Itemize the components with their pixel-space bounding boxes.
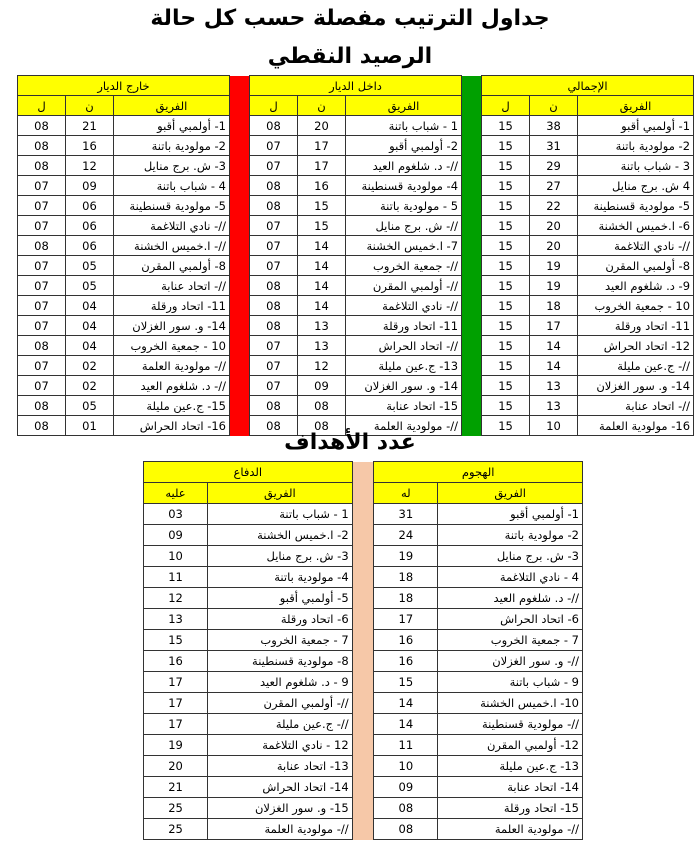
attack-team-cell: //- و. سور الغزلان	[438, 651, 583, 672]
home-team-cell: 7- ا.خميس الخشنة	[346, 236, 462, 256]
defense-goals-cell: 25	[144, 819, 208, 840]
defense-goals-cell: 12	[144, 588, 208, 609]
table-row	[18, 396, 694, 416]
table-row	[18, 236, 694, 256]
points-section-title: الرصيد النقطي	[267, 44, 433, 69]
overall-played-cell: 15	[482, 176, 530, 196]
away-col-team: الفريق	[114, 96, 230, 116]
defense-col-val: عليه	[144, 483, 208, 504]
home-team-cell: 5 - مولودية باتنة	[346, 196, 462, 216]
defense-team-cell: 8- مولودية قسنطينة	[208, 651, 353, 672]
overall-played-cell: 15	[482, 376, 530, 396]
away-played-cell: 07	[18, 256, 66, 276]
home-played-cell: 08	[250, 316, 298, 336]
overall-points-cell: 19	[530, 256, 578, 276]
attack-goals-cell: 09	[374, 777, 438, 798]
overall-team-cell: 10 - جمعية الخروب	[578, 296, 694, 316]
defense-goals-cell: 15	[144, 630, 208, 651]
home-played-cell: 07	[250, 336, 298, 356]
defense-header: الدفاع	[144, 462, 353, 483]
overall-points-cell: 31	[530, 136, 578, 156]
attack-goals-cell: 16	[374, 630, 438, 651]
home-team-cell: 2- أولمبي أقبو	[346, 136, 462, 156]
defense-team-cell: 13- اتحاد عنابة	[208, 756, 353, 777]
overall-played-cell: 15	[482, 416, 530, 436]
table-row	[18, 356, 694, 376]
home-played-cell: 08	[250, 196, 298, 216]
attack-goals-cell: 15	[374, 672, 438, 693]
overall-points-cell: 27	[530, 176, 578, 196]
away-played-cell: 07	[18, 276, 66, 296]
away-team-cell: 1- أولمبي أقبو	[114, 116, 230, 136]
defense-goals-cell: 25	[144, 798, 208, 819]
overall-points-cell: 13	[530, 396, 578, 416]
away-points-cell: 16	[66, 136, 114, 156]
home-points-cell: 12	[298, 356, 346, 376]
attack-goals-cell: 18	[374, 588, 438, 609]
table-row	[18, 116, 694, 136]
away-team-cell: 16- اتحاد الحراش	[114, 416, 230, 436]
attack-goals-cell: 08	[374, 819, 438, 840]
goals-section-title: عدد الأهداف	[284, 430, 416, 455]
away-team-cell: 8- أولمبي المقرن	[114, 256, 230, 276]
attack-team-cell: 15- اتحاد ورقلة	[438, 798, 583, 819]
defense-team-cell: //- أولمبي المقرن	[208, 693, 353, 714]
overall-team-cell: 12- اتحاد الحراش	[578, 336, 694, 356]
away-team-cell: 4 - شباب باتنة	[114, 176, 230, 196]
table-row	[18, 176, 694, 196]
away-points-cell: 09	[66, 176, 114, 196]
defense-goals-cell: 20	[144, 756, 208, 777]
defense-team-cell: 5- أولمبي أقبو	[208, 588, 353, 609]
away-played-cell: 08	[18, 236, 66, 256]
home-played-cell: 08	[250, 296, 298, 316]
table-row	[18, 276, 694, 296]
home-played-cell: 08	[250, 276, 298, 296]
overall-points-cell: 18	[530, 296, 578, 316]
away-team-cell: 14- و. سور الغزلان	[114, 316, 230, 336]
away-team-cell: //- د. شلغوم العيد	[114, 376, 230, 396]
defense-goals-cell: 16	[144, 651, 208, 672]
table-row	[18, 136, 694, 156]
table-row	[18, 316, 694, 336]
away-points-cell: 02	[66, 376, 114, 396]
attack-team-cell: //- د. شلغوم العيد	[438, 588, 583, 609]
overall-played-cell: 15	[482, 356, 530, 376]
home-played-cell: 07	[250, 356, 298, 376]
attack-goals-cell: 16	[374, 651, 438, 672]
home-team-cell: //- ش. برج منايل	[346, 216, 462, 236]
overall-header: الإجمالي	[482, 76, 694, 96]
home-team-cell: 4- مولودية قسنطينة	[346, 176, 462, 196]
home-points-cell: 20	[298, 116, 346, 136]
away-played-cell: 08	[18, 116, 66, 136]
overall-points-cell: 19	[530, 276, 578, 296]
home-points-cell: 16	[298, 176, 346, 196]
overall-played-cell: 15	[482, 316, 530, 336]
attack-team-cell: 7 - جمعية الخروب	[438, 630, 583, 651]
attack-team-cell: 4 - نادي التلاغمة	[438, 567, 583, 588]
defense-goals-cell: 03	[144, 504, 208, 525]
attack-team-cell: 12- أولمبي المقرن	[438, 735, 583, 756]
attack-team-cell: 14- اتحاد عنابة	[438, 777, 583, 798]
home-team-cell: 14- و. سور الغزلان	[346, 376, 462, 396]
overall-points-cell: 10	[530, 416, 578, 436]
attack-goals-cell: 24	[374, 525, 438, 546]
defense-goals-cell: 11	[144, 567, 208, 588]
home-played-cell: 08	[250, 176, 298, 196]
defense-team-cell: 14- اتحاد الحراش	[208, 777, 353, 798]
attack-team-cell: 6- اتحاد الحراش	[438, 609, 583, 630]
overall-col-played: ل	[482, 96, 530, 116]
defense-col-team: الفريق	[208, 483, 353, 504]
overall-col-team: الفريق	[578, 96, 694, 116]
home-played-cell: 07	[250, 136, 298, 156]
defense-team-cell: 1 - شباب باتنة	[208, 504, 353, 525]
home-played-cell: 08	[250, 416, 298, 436]
away-played-cell: 07	[18, 216, 66, 236]
away-team-cell: //- نادي التلاغمة	[114, 216, 230, 236]
overall-team-cell: 6- ا.خميس الخشنة	[578, 216, 694, 236]
away-points-cell: 05	[66, 256, 114, 276]
home-points-cell: 14	[298, 256, 346, 276]
table-row	[18, 196, 694, 216]
away-played-cell: 08	[18, 396, 66, 416]
defense-team-cell: //- ج.عين مليلة	[208, 714, 353, 735]
overall-points-cell: 22	[530, 196, 578, 216]
peach-separator	[352, 462, 374, 840]
away-points-cell: 12	[66, 156, 114, 176]
overall-points-cell: 38	[530, 116, 578, 136]
overall-played-cell: 15	[482, 216, 530, 236]
away-points-cell: 04	[66, 316, 114, 336]
home-played-cell: 07	[250, 156, 298, 176]
home-played-cell: 07	[250, 256, 298, 276]
table-row	[18, 336, 694, 356]
attack-team-cell: //- مولودية قسنطينة	[438, 714, 583, 735]
defense-team-cell: //- مولودية العلمة	[208, 819, 353, 840]
away-team-cell: 15- ج.عين مليلة	[114, 396, 230, 416]
home-team-cell: //- أولمبي المقرن	[346, 276, 462, 296]
away-header: خارج الديار	[18, 76, 230, 96]
defense-team-cell: 6- اتحاد ورقلة	[208, 609, 353, 630]
home-points-cell: 13	[298, 316, 346, 336]
away-played-cell: 08	[18, 156, 66, 176]
away-played-cell: 07	[18, 296, 66, 316]
away-points-cell: 02	[66, 356, 114, 376]
home-team-cell: 13- ج.عين مليلة	[346, 356, 462, 376]
away-played-cell: 08	[18, 336, 66, 356]
overall-col-pts: ن	[530, 96, 578, 116]
home-team-cell: //- نادي التلاغمة	[346, 296, 462, 316]
attack-goals-cell: 17	[374, 609, 438, 630]
away-points-cell: 04	[66, 296, 114, 316]
defense-goals-cell: 17	[144, 672, 208, 693]
red-separator	[230, 76, 250, 436]
away-team-cell: 5- مولودية قسنطينة	[114, 196, 230, 216]
home-points-cell: 15	[298, 196, 346, 216]
defense-team-cell: 7 - جمعية الخروب	[208, 630, 353, 651]
home-col-team: الفريق	[346, 96, 462, 116]
overall-team-cell: //- نادي التلاغمة	[578, 236, 694, 256]
home-played-cell: 07	[250, 236, 298, 256]
overall-team-cell: 4 ش. برج منايل	[578, 176, 694, 196]
overall-points-cell: 29	[530, 156, 578, 176]
overall-team-cell: //- ج.عين مليلة	[578, 356, 694, 376]
page-title: جداول الترتيب مفصلة حسب كل حالة	[150, 6, 550, 31]
overall-points-cell: 17	[530, 316, 578, 336]
attack-team-cell: 13- ج.عين مليلة	[438, 756, 583, 777]
attack-col-team: الفريق	[438, 483, 583, 504]
overall-points-cell: 20	[530, 236, 578, 256]
attack-team-cell: 2- مولودية باتنة	[438, 525, 583, 546]
overall-played-cell: 15	[482, 396, 530, 416]
away-team-cell: //- اتحاد عنابة	[114, 276, 230, 296]
defense-team-cell: 15- و. سور الغزلان	[208, 798, 353, 819]
away-points-cell: 05	[66, 276, 114, 296]
goals-table	[143, 461, 583, 840]
defense-team-cell: 12 - نادي التلاغمة	[208, 735, 353, 756]
overall-played-cell: 15	[482, 236, 530, 256]
home-points-cell: 14	[298, 296, 346, 316]
defense-goals-cell: 17	[144, 693, 208, 714]
away-points-cell: 06	[66, 196, 114, 216]
overall-played-cell: 15	[482, 276, 530, 296]
overall-points-cell: 14	[530, 336, 578, 356]
home-col-pts: ن	[298, 96, 346, 116]
away-played-cell: 07	[18, 356, 66, 376]
home-played-cell: 07	[250, 216, 298, 236]
home-team-cell: 15- اتحاد عنابة	[346, 396, 462, 416]
table-row	[18, 376, 694, 396]
home-points-cell: 14	[298, 276, 346, 296]
overall-played-cell: 15	[482, 196, 530, 216]
attack-goals-cell: 11	[374, 735, 438, 756]
defense-team-cell: 4- مولودية باتنة	[208, 567, 353, 588]
overall-team-cell: 14- و. سور الغزلان	[578, 376, 694, 396]
home-played-cell: 07	[250, 376, 298, 396]
overall-team-cell: 1- أولمبي أقبو	[578, 116, 694, 136]
defense-goals-cell: 10	[144, 546, 208, 567]
overall-played-cell: 15	[482, 336, 530, 356]
home-team-cell: //- جمعية الخروب	[346, 256, 462, 276]
away-points-cell: 06	[66, 216, 114, 236]
overall-team-cell: 2- مولودية باتنة	[578, 136, 694, 156]
away-points-cell: 04	[66, 336, 114, 356]
away-played-cell: 08	[18, 416, 66, 436]
table-row	[18, 216, 694, 236]
away-team-cell: 2- مولودية باتنة	[114, 136, 230, 156]
away-points-cell: 05	[66, 396, 114, 416]
away-team-cell: 3- ش. برج منايل	[114, 156, 230, 176]
away-points-cell: 01	[66, 416, 114, 436]
away-played-cell: 07	[18, 316, 66, 336]
home-played-cell: 08	[250, 116, 298, 136]
away-team-cell: 10 - جمعية الخروب	[114, 336, 230, 356]
overall-played-cell: 15	[482, 116, 530, 136]
home-points-cell: 15	[298, 216, 346, 236]
defense-goals-cell: 19	[144, 735, 208, 756]
away-col-pts: ن	[66, 96, 114, 116]
overall-team-cell: 11- اتحاد ورقلة	[578, 316, 694, 336]
attack-team-cell: 3- ش. برج منايل	[438, 546, 583, 567]
home-points-cell: 08	[298, 416, 346, 436]
defense-team-cell: 2- ا.خميس الخشنة	[208, 525, 353, 546]
attack-goals-cell: 31	[374, 504, 438, 525]
away-played-cell: 07	[18, 376, 66, 396]
overall-points-cell: 13	[530, 376, 578, 396]
points-table	[17, 75, 694, 436]
away-played-cell: 07	[18, 176, 66, 196]
home-team-cell: 1 - شباب باتنة	[346, 116, 462, 136]
home-points-cell: 09	[298, 376, 346, 396]
overall-played-cell: 15	[482, 136, 530, 156]
overall-team-cell: //- اتحاد عنابة	[578, 396, 694, 416]
attack-team-cell: //- مولودية العلمة	[438, 819, 583, 840]
attack-team-cell: 9 - شباب باتنة	[438, 672, 583, 693]
attack-goals-cell: 10	[374, 756, 438, 777]
away-points-cell: 21	[66, 116, 114, 136]
away-team-cell: //- مولودية العلمة	[114, 356, 230, 376]
overall-team-cell: 9- د. شلغوم العيد	[578, 276, 694, 296]
attack-header: الهجوم	[374, 462, 583, 483]
overall-team-cell: 3 - شباب باتنة	[578, 156, 694, 176]
attack-goals-cell: 08	[374, 798, 438, 819]
attack-goals-cell: 14	[374, 714, 438, 735]
attack-team-cell: 1- أولمبي أقبو	[438, 504, 583, 525]
away-col-played: ل	[18, 96, 66, 116]
home-team-cell: //- مولودية العلمة	[346, 416, 462, 436]
away-played-cell: 07	[18, 196, 66, 216]
overall-played-cell: 15	[482, 296, 530, 316]
home-team-cell: 11- اتحاد ورقلة	[346, 316, 462, 336]
defense-team-cell: 9 - د. شلغوم العيد	[208, 672, 353, 693]
home-col-played: ل	[250, 96, 298, 116]
table-row	[18, 256, 694, 276]
away-played-cell: 08	[18, 136, 66, 156]
defense-team-cell: 3- ش. برج منايل	[208, 546, 353, 567]
home-points-cell: 08	[298, 396, 346, 416]
home-points-cell: 14	[298, 236, 346, 256]
home-points-cell: 17	[298, 136, 346, 156]
defense-goals-cell: 09	[144, 525, 208, 546]
attack-goals-cell: 18	[374, 567, 438, 588]
defense-goals-cell: 17	[144, 714, 208, 735]
defense-goals-cell: 13	[144, 609, 208, 630]
green-separator	[462, 76, 482, 436]
attack-col-val: له	[374, 483, 438, 504]
overall-played-cell: 15	[482, 156, 530, 176]
overall-played-cell: 15	[482, 256, 530, 276]
overall-team-cell: 8- أولمبي المقرن	[578, 256, 694, 276]
home-team-cell: //- اتحاد الحراش	[346, 336, 462, 356]
attack-goals-cell: 19	[374, 546, 438, 567]
overall-team-cell: 5- مولودية قسنطينة	[578, 196, 694, 216]
home-points-cell: 17	[298, 156, 346, 176]
away-points-cell: 06	[66, 236, 114, 256]
home-points-cell: 13	[298, 336, 346, 356]
overall-points-cell: 14	[530, 356, 578, 376]
attack-goals-cell: 14	[374, 693, 438, 714]
overall-points-cell: 20	[530, 216, 578, 236]
defense-goals-cell: 21	[144, 777, 208, 798]
table-row	[18, 156, 694, 176]
home-played-cell: 08	[250, 396, 298, 416]
home-header: داخل الديار	[250, 76, 462, 96]
table-row	[18, 296, 694, 316]
home-team-cell: //- د. شلغوم العيد	[346, 156, 462, 176]
overall-team-cell: 16- مولودية العلمة	[578, 416, 694, 436]
away-team-cell: //- ا.خميس الخشنة	[114, 236, 230, 256]
away-team-cell: 11- اتحاد ورقلة	[114, 296, 230, 316]
attack-team-cell: 10- ا.خميس الخشنة	[438, 693, 583, 714]
